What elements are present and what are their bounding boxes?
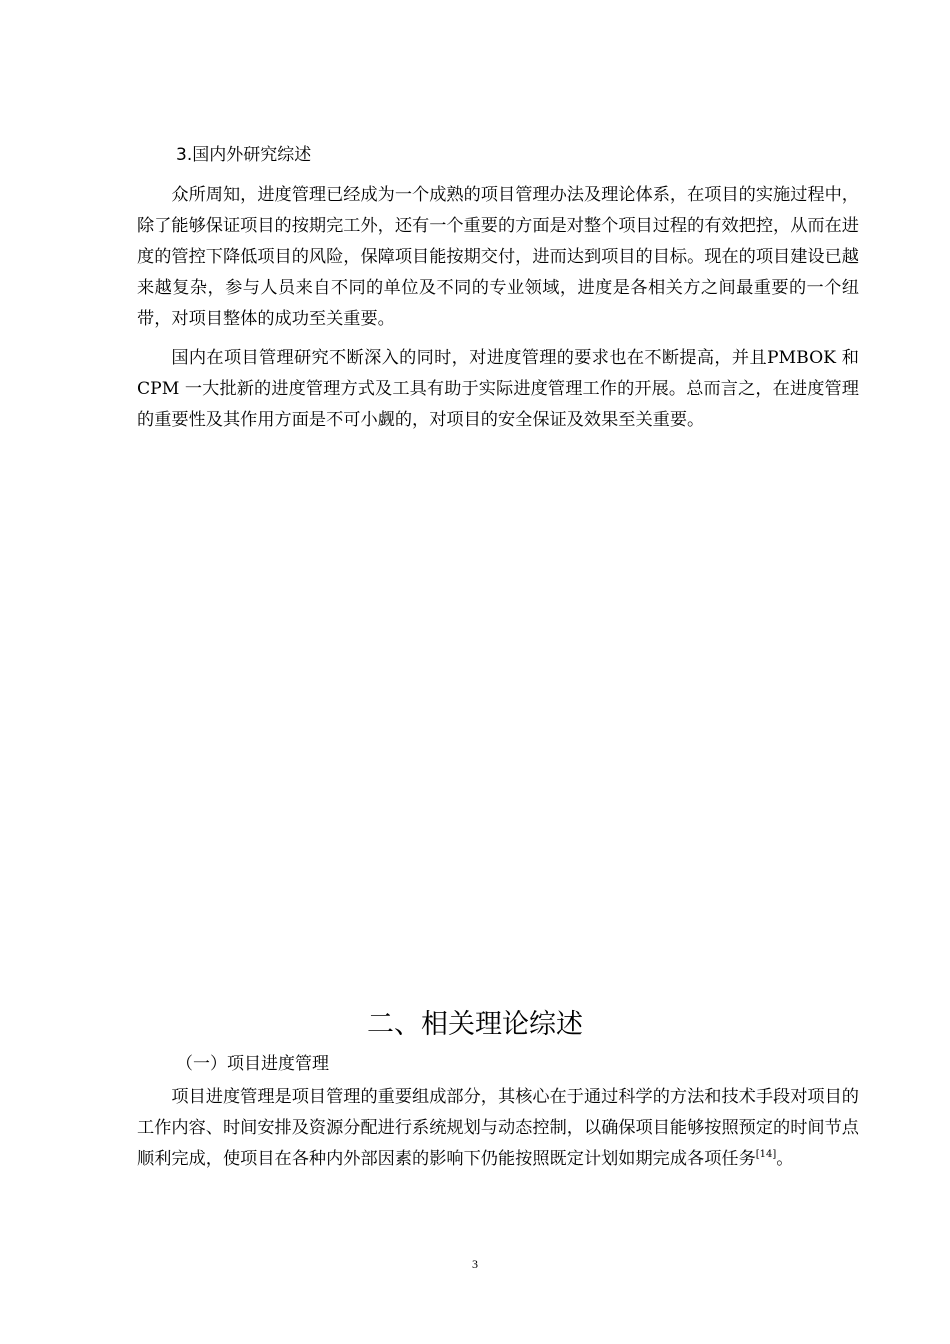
- paragraph-end-punctuation: 。: [776, 1149, 794, 1169]
- paragraph-schedule-management-overview: 众所周知，进度管理已经成为一个成熟的项目管理办法及理论体系，在项目的实施过程中，除了能够保证项目的按期完工外，还有一个重要的方面是对整个项目过程的有效把控，从而在进度的管控下降低项目的风险，保障项目能按期交付，进而达到项目的目标。现在的项目建设已越来越复杂，参与人员来自不同的单位及不同的专业领域，进度是各相关方之间最重要的一个纽带，对项目整体的成功至关重要。: [137, 185, 859, 329]
- page-number: 3: [472, 1257, 478, 1271]
- section-heading-research-review: 3.国内外研究综述: [176, 145, 312, 165]
- chapter-title: 二、相关理论综述: [367, 1009, 583, 1040]
- citation-reference[interactable]: [14]: [755, 1149, 777, 1160]
- paragraph-domestic-research: 国内在项目管理研究不断深入的同时，对进度管理的要求也在不断提高，并且PMBOK 和 CPM 一大批新的进度管理方式及工具有助于实际进度管理工作的开展。总而言之，在进度管理的重要性及其作用方面是不可小觑的，对项目的安全保证及效果至关重要。: [137, 348, 859, 430]
- paragraph-text: 项目进度管理是项目管理的重要组成部分，其核心在于通过科学的方法和技术手段对项目的工作内容、时间安排及资源分配进行系统规划与动态控制，以确保项目能够按照预定的时间节点顺利完成，使项目在各种内外部因素的影响下仍能按照既定计划如期完成各项任务: [137, 1087, 859, 1169]
- paragraph-project-schedule-definition: [137, 1082, 859, 1175]
- subsection-heading-project-schedule: （一）项目进度管理: [176, 1054, 329, 1074]
